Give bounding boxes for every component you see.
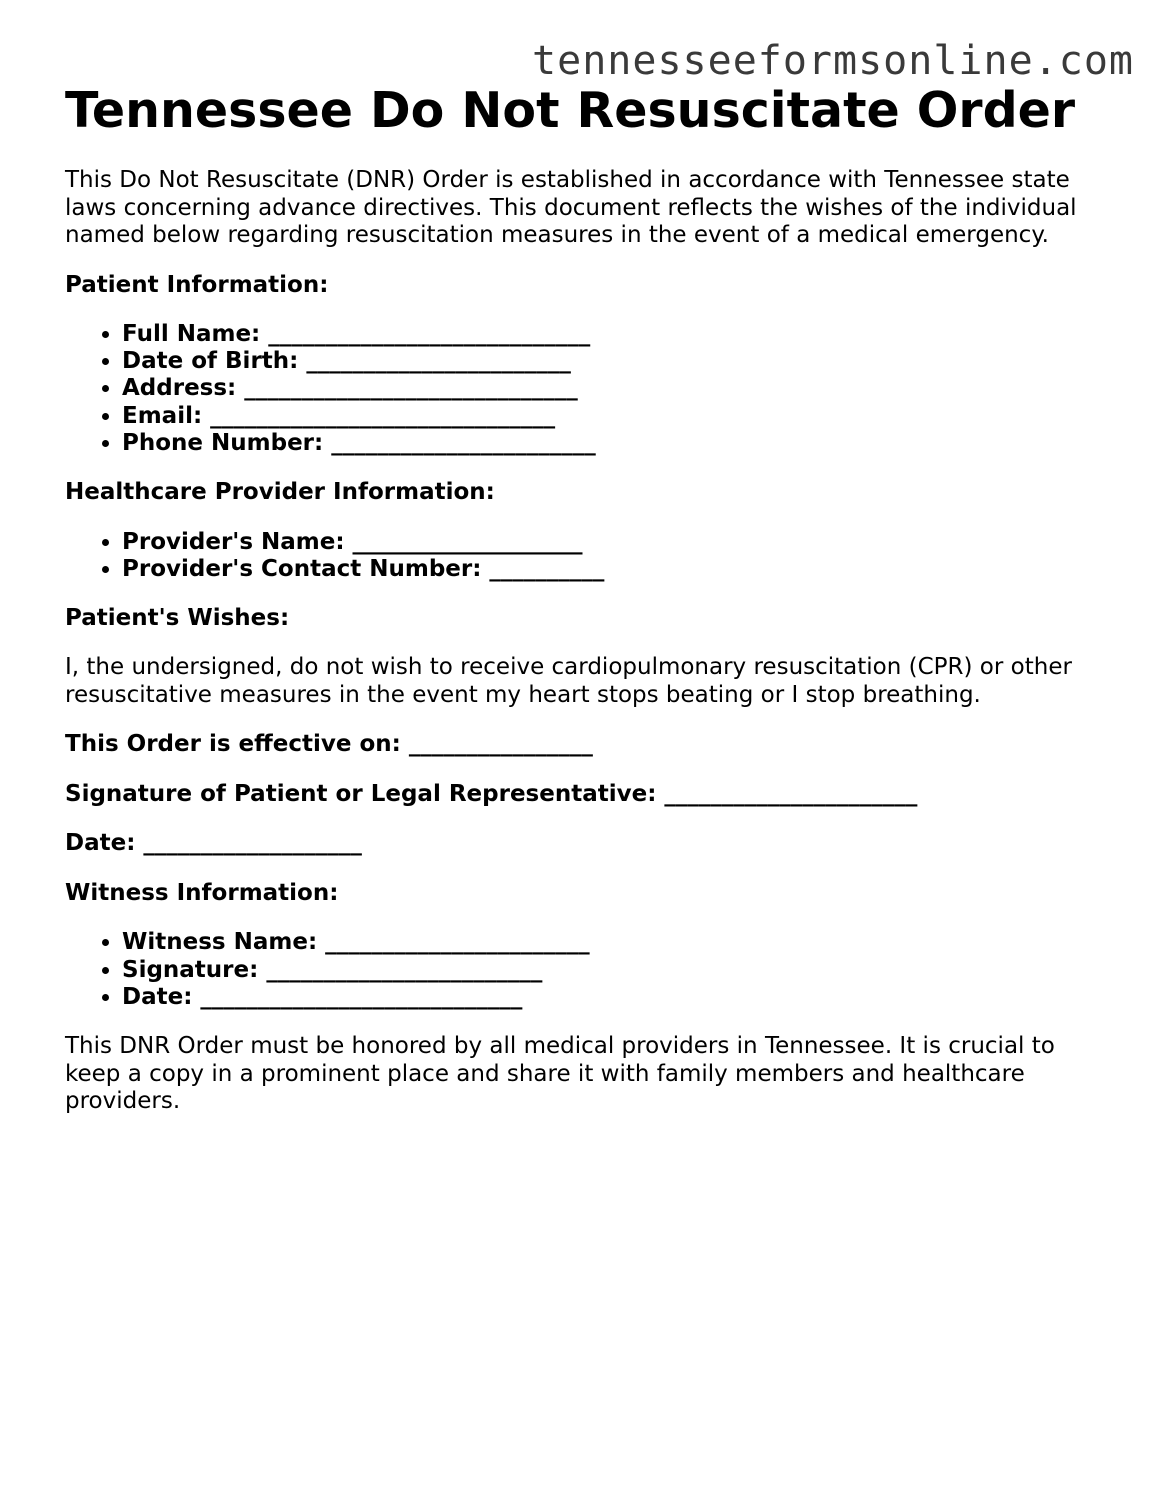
provider-contact-field: • Provider's Contact Number: __________: [122, 556, 1105, 583]
patient-info-heading: Patient Information:: [65, 271, 329, 298]
intro-paragraph: This Do Not Resuscitate (DNR) Order is established in accordance with Tennessee state laws concerning advance directives. This document reflects the wishes of the individual named below regarding resuscitation measures in the event of a medical emergency.: [65, 167, 1077, 248]
date-of-birth-field: • Date of Birth: _______________________: [122, 348, 1105, 375]
date-line: Date: ___________________: [65, 830, 362, 857]
closing-paragraph: This DNR Order must be honored by all medical providers in Tennessee. It is crucial to keep a copy in a prominent place and share it with family members and healthcare providers.: [65, 1033, 1055, 1115]
witness-signature-field: • Signature: ________________________: [122, 957, 1105, 984]
full-name-field: • Full Name: ____________________________: [122, 321, 1105, 348]
phone-number-field: • Phone Number: _______________________: [122, 430, 1105, 457]
document-body: [65, 82, 1105, 1116]
wishes-paragraph: I, the undersigned, do not wish to receive cardiopulmonary resuscitation (CPR) or other resuscitative measures in the event my heart stops beating or I stop breathing.: [65, 654, 1072, 708]
patient-info-list: [65, 321, 1105, 457]
site-watermark: tennesseeformsonline.com: [532, 38, 1134, 84]
provider-name-field: • Provider's Name: ____________________: [122, 529, 1105, 556]
page-title: Tennessee Do Not Resuscitate Order: [65, 82, 1076, 139]
witness-info-list: [65, 929, 1105, 1011]
provider-info-heading: Healthcare Provider Information:: [65, 479, 495, 506]
provider-info-list: [65, 529, 1105, 583]
witness-info-heading: Witness Information:: [65, 879, 339, 906]
wishes-heading: Patient's Wishes:: [65, 604, 290, 631]
signature-line: Signature of Patient or Legal Representative: ______________________: [65, 780, 918, 807]
effective-date-line: This Order is effective on: ________________: [65, 731, 593, 758]
email-field: • Email: ______________________________: [122, 403, 1105, 430]
witness-name-field: • Witness Name: _______________________: [122, 929, 1105, 956]
address-field: • Address: _____________________________: [122, 375, 1105, 402]
witness-date-field: • Date: ____________________________: [122, 984, 1105, 1011]
